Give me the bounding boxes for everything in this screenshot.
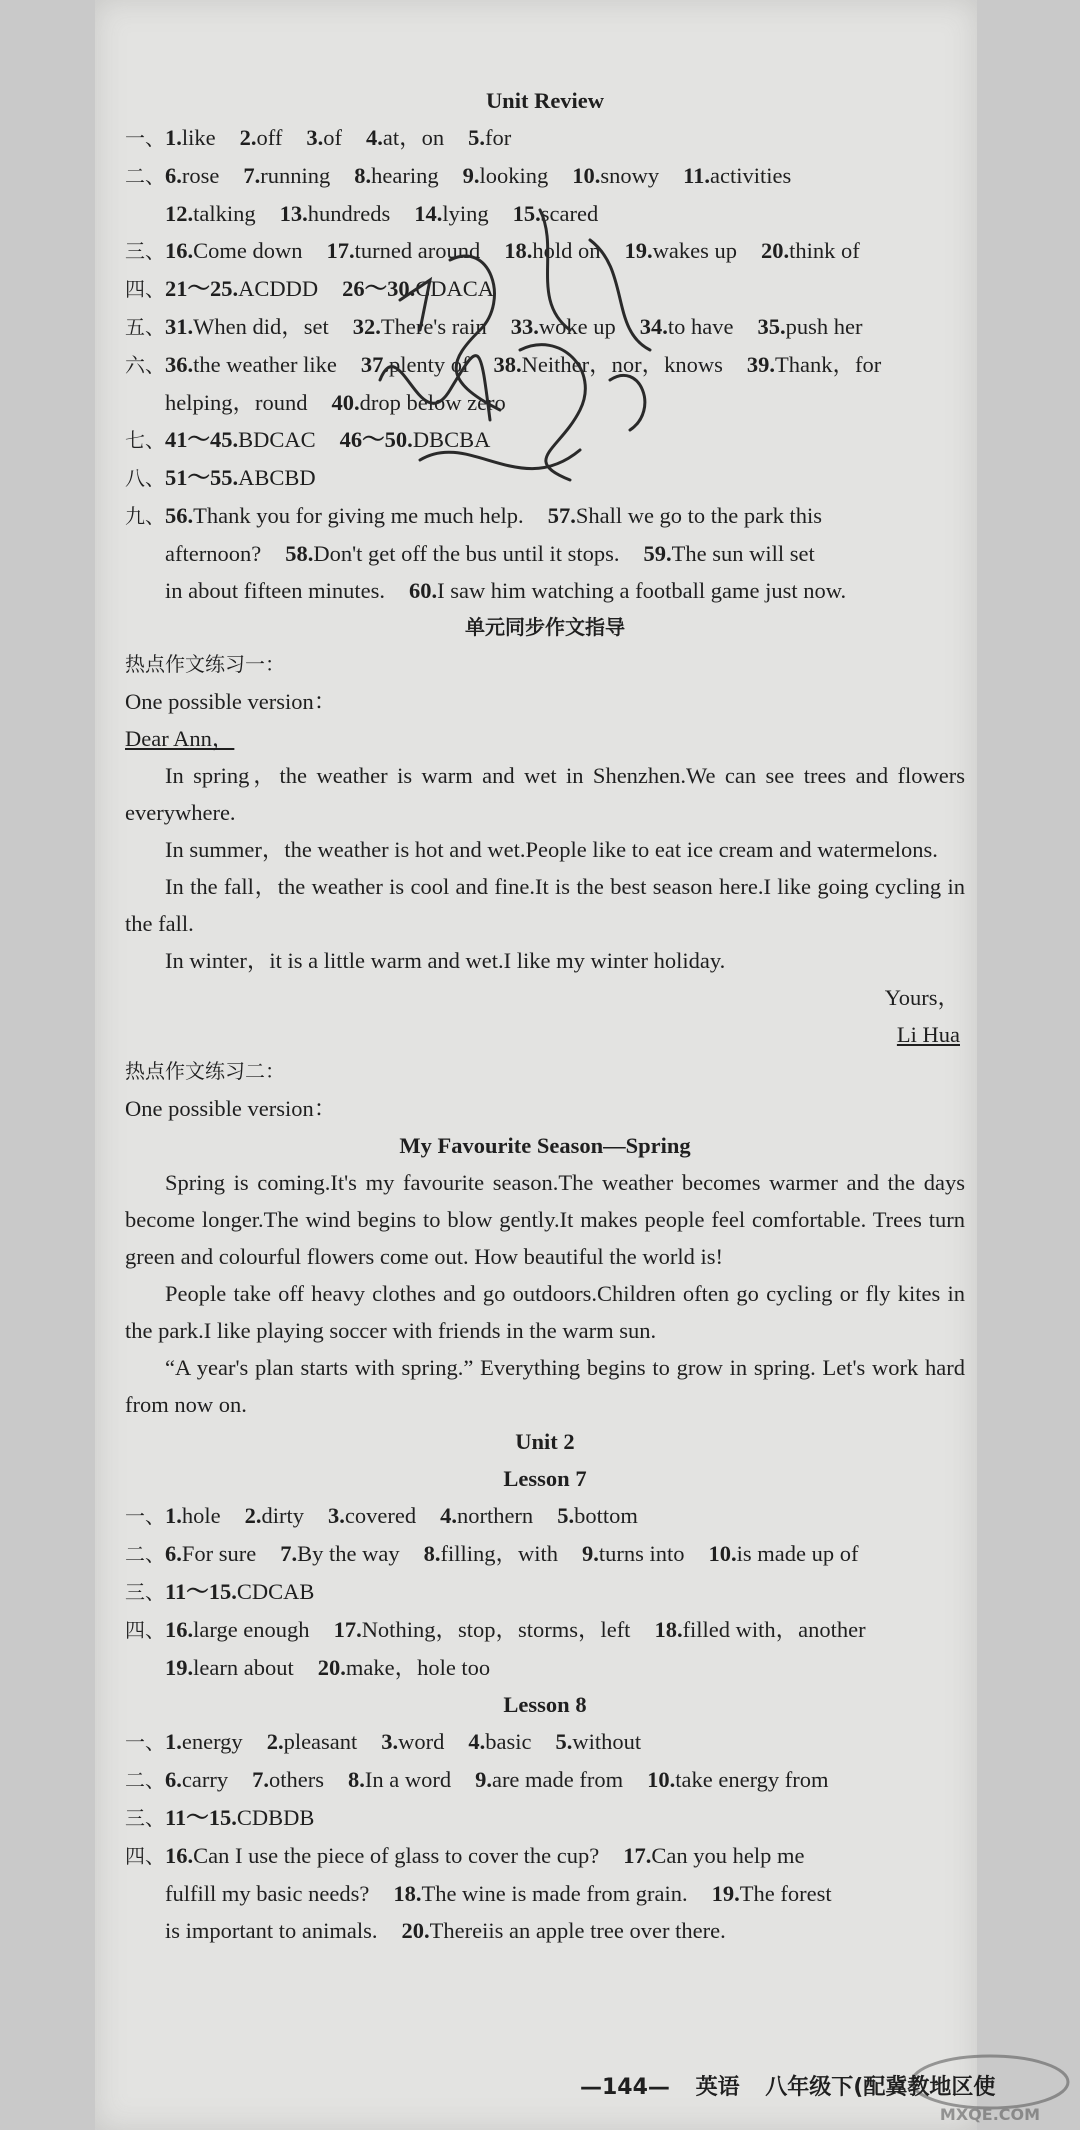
answer-item [401, 1918, 725, 1943]
signature-text: Li Hua [896, 1022, 960, 1047]
answer-text: running [260, 163, 331, 188]
answer-item [511, 314, 616, 339]
answer-item [165, 1541, 256, 1566]
subject-label: 英语 [695, 2075, 740, 2100]
answer-number: 17. [326, 238, 355, 263]
section-numeral: 五、 [125, 315, 165, 339]
answer-line [125, 1611, 965, 1649]
answer-text: plenty of [388, 352, 470, 377]
answer-line [125, 1837, 965, 1875]
section-heading: My Favourite Season—Spring [399, 1133, 691, 1158]
section-numeral: 七、 [125, 428, 165, 452]
answer-text: CDBDB [236, 1805, 315, 1830]
answer-text: turns into [598, 1541, 685, 1566]
answer-text: snowy [600, 163, 660, 188]
answer-text: lying [442, 201, 489, 226]
answer-item [548, 503, 822, 528]
answer-item [165, 1579, 314, 1604]
answer-number: 4. [468, 1729, 486, 1754]
answer-item [582, 1541, 685, 1566]
answer-item [353, 314, 487, 339]
answer-number: 10. [647, 1767, 676, 1792]
answer-item [424, 1541, 558, 1566]
answer-item [683, 163, 791, 188]
answer-item [468, 1729, 531, 1754]
answer-number: 46～50. [339, 427, 413, 452]
answer-number: 36. [165, 352, 194, 377]
answer-text: Thank，for [775, 352, 882, 377]
answer-number: 9. [462, 163, 480, 188]
answer-item [463, 163, 549, 188]
answer-number: 6. [165, 163, 182, 188]
section-numeral: 四、 [125, 1618, 165, 1642]
answer-item [165, 1503, 221, 1528]
answer-item [240, 125, 283, 150]
answer-number: 1. [165, 125, 182, 150]
answer-text: Shall we go to the park this [575, 503, 823, 528]
section-numeral: 八、 [125, 466, 165, 490]
answer-text: basic [485, 1729, 532, 1754]
answer-number: 37. [360, 352, 389, 377]
answer-item [475, 1767, 623, 1792]
answer-text: off [256, 125, 283, 150]
answer-item [165, 541, 261, 566]
section-numeral: 一、 [125, 1730, 165, 1754]
answer-text: Can you help me [651, 1843, 805, 1868]
answer-line [125, 1535, 965, 1573]
answer-number: 32. [352, 314, 381, 339]
section-heading-cn: 单元同步作文指导 [465, 615, 625, 639]
answer-text: filled with，another [682, 1617, 866, 1642]
answer-item [328, 1503, 416, 1528]
answer-item [623, 1843, 804, 1868]
answer-text: to have [667, 314, 734, 339]
answer-item [342, 276, 494, 301]
answer-item [440, 1503, 533, 1528]
answer-text: When did，set [193, 314, 329, 339]
answer-item [280, 201, 391, 226]
answer-text: looking [479, 163, 549, 188]
answer-item [331, 390, 505, 415]
answer-item [318, 1655, 490, 1680]
answer-item [267, 1729, 358, 1754]
answer-item [340, 427, 491, 452]
answer-number: 51～55. [165, 465, 239, 490]
answer-item [165, 390, 307, 415]
answer-text: think of [789, 238, 860, 263]
answer-line [125, 1912, 965, 1949]
answer-item [165, 1655, 294, 1680]
answer-item [572, 163, 659, 188]
answer-number: 7. [252, 1767, 269, 1792]
answer-item [165, 352, 337, 377]
answer-item [245, 1503, 304, 1528]
answer-number: 5. [468, 125, 485, 150]
letter-signature [125, 1016, 965, 1053]
answer-number: 3. [328, 1503, 345, 1528]
exercise-title: 热点作文练习二： [125, 1059, 285, 1083]
answer-item [252, 1767, 324, 1792]
answer-item [761, 238, 860, 263]
answer-text: By the way [297, 1541, 400, 1566]
answer-line [125, 535, 965, 572]
answer-number: 18. [504, 238, 533, 263]
answer-text: drop below zero [359, 390, 506, 415]
answer-number: 2. [266, 1729, 284, 1754]
answer-text: woke up [538, 314, 616, 339]
section-numeral: 九、 [125, 504, 165, 528]
section-numeral: 二、 [125, 1768, 165, 1792]
answer-text: helping，round [165, 390, 308, 415]
answer-number: 7. [280, 1541, 298, 1566]
section-numeral: 一、 [125, 1504, 165, 1528]
answer-line [125, 270, 965, 308]
answer-number: 40. [331, 390, 360, 415]
answer-line [125, 157, 965, 195]
answer-number: 10. [572, 163, 601, 188]
answer-line [125, 1723, 965, 1761]
answer-line [125, 1875, 965, 1912]
page-footer [580, 2070, 1000, 2101]
exercise-title: 热点作文练习一： [125, 652, 285, 676]
answer-line [125, 1497, 965, 1535]
section-heading: Lesson 7 [503, 1466, 587, 1491]
answer-number: 9. [475, 1767, 492, 1792]
answer-item [243, 163, 330, 188]
answer-number: 34. [639, 314, 668, 339]
intro-text: One possible version： [125, 689, 337, 714]
answer-text: bottom [574, 1503, 638, 1528]
answer-number: 19. [624, 238, 653, 263]
answer-number: 21～25. [165, 276, 239, 301]
answer-line [125, 308, 965, 346]
answer-line [125, 1573, 965, 1611]
answer-line [125, 384, 965, 421]
answer-text: hole [181, 1503, 221, 1528]
answer-text: There's rain [380, 314, 487, 339]
answer-text: Come down [193, 238, 303, 263]
answer-text: pleasant [283, 1729, 358, 1754]
answer-item [285, 541, 619, 566]
section-heading: Unit 2 [515, 1429, 575, 1454]
answer-text: hold on [532, 238, 601, 263]
answer-line [125, 232, 965, 270]
section-numeral: 三、 [125, 1580, 165, 1604]
essay-paragraph: In the fall，the weather is cool and fine.It is the best season here.I like going cycling in the fall. [125, 874, 965, 936]
answer-number: 4. [440, 1503, 457, 1528]
answer-item [165, 427, 316, 452]
answer-item [709, 1541, 859, 1566]
answer-text: The forest [739, 1881, 832, 1906]
essay-paragraph: In summer，the weather is hot and wet.People like to eat ice cream and watermelons. [165, 837, 938, 862]
answer-text: at，on [382, 125, 445, 150]
intro-text: One possible version： [125, 1096, 337, 1121]
answer-number: 18. [654, 1617, 683, 1642]
answer-item [414, 201, 488, 226]
answer-text: make，hole too [345, 1655, 491, 1680]
answer-text: ABCBD [238, 465, 316, 490]
answer-item [165, 1617, 310, 1642]
answer-text: The sun will set [671, 541, 815, 566]
section-heading: Unit Review [485, 88, 605, 113]
answer-key-content [125, 82, 965, 1949]
answer-item [643, 541, 814, 566]
answer-item [165, 1805, 314, 1830]
answer-line [125, 572, 965, 609]
answer-item [504, 238, 600, 263]
answer-number: 6. [165, 1541, 182, 1566]
essay-paragraph: “A year's plan starts with spring.” Everything begins to grow in spring. Let's work hard from now on. [125, 1355, 965, 1417]
answer-text: activities [710, 163, 792, 188]
answer-number: 57. [547, 503, 576, 528]
answer-item [640, 314, 734, 339]
answer-number: 39. [746, 352, 776, 377]
answer-item [165, 1729, 243, 1754]
answer-text: word [398, 1729, 445, 1754]
answer-line [125, 497, 965, 535]
answer-number: 11～15. [165, 1579, 237, 1604]
answer-item [393, 1881, 687, 1906]
answer-text: of [323, 125, 342, 150]
answer-line [125, 346, 965, 384]
answer-number: 3. [381, 1729, 399, 1754]
answer-number: 16. [165, 1617, 194, 1642]
answer-line [125, 1649, 965, 1686]
answer-text: BDCAC [238, 427, 316, 452]
answer-text: in about fifteen minutes. [165, 578, 385, 603]
answer-item [165, 1918, 377, 1943]
answer-item [165, 163, 219, 188]
essay-paragraph: Spring is coming.It's my favourite season.The weather becomes warmer and the days become longer.The wind begins to blow gently.It makes people feel comfortable. Trees turn green and colourful flowers come out. How beautiful the world is! [125, 1170, 965, 1269]
answer-text: energy [181, 1729, 243, 1754]
section-numeral: 三、 [125, 1806, 165, 1830]
answer-number: 9. [581, 1541, 599, 1566]
answer-item [165, 125, 216, 150]
answer-item [513, 201, 599, 226]
answer-item [165, 1843, 599, 1868]
answer-line [125, 1799, 965, 1837]
answer-text: For sure [181, 1541, 257, 1566]
answer-text: rose [181, 163, 220, 188]
section-numeral: 二、 [125, 164, 165, 188]
answer-item [556, 1729, 642, 1754]
answer-item [647, 1767, 828, 1792]
answer-text: for [484, 125, 512, 150]
answer-number: 59. [643, 541, 672, 566]
answer-number: 38. [493, 352, 522, 377]
answer-text: Neither，nor，knows [521, 352, 723, 377]
answer-number: 19. [711, 1881, 740, 1906]
answer-number: 10. [708, 1541, 737, 1566]
answer-item [354, 163, 438, 188]
answer-number: 60. [408, 578, 438, 603]
answer-item [624, 238, 736, 263]
essay-paragraph: In winter，it is a little warm and wet.I like my winter holiday. [165, 948, 726, 973]
answer-text: scared [540, 201, 599, 226]
answer-text: afternoon? [165, 541, 262, 566]
answer-item [165, 1767, 228, 1792]
answer-number: 2. [239, 125, 257, 150]
answer-item [757, 314, 862, 339]
answer-number: 8. [347, 1767, 365, 1792]
section-numeral: 二、 [125, 1542, 165, 1566]
answer-text: is important to animals. [165, 1918, 378, 1943]
answer-text: CDACA [415, 276, 495, 301]
answer-text: The wine is made from grain. [421, 1881, 688, 1906]
essay-paragraph: In spring，the weather is warm and wet in Shenzhen.We can see trees and flowers everywhere. [125, 763, 965, 825]
answer-number: 13. [279, 201, 308, 226]
answer-text: I saw him watching a football game just now. [437, 578, 847, 603]
answer-line [125, 421, 965, 459]
answer-number: 11. [683, 163, 711, 188]
section-numeral: 三、 [125, 239, 165, 263]
answer-number: 1. [165, 1729, 182, 1754]
page-number: —144— [580, 2075, 670, 2100]
answer-item [409, 578, 846, 603]
answer-number: 17. [333, 1617, 362, 1642]
answer-text: without [572, 1729, 642, 1754]
answer-text: the weather like [193, 352, 337, 377]
answer-number: 33. [510, 314, 539, 339]
answer-text: hundreds [307, 201, 391, 226]
answer-item [654, 1617, 865, 1642]
answer-number: 14. [414, 201, 443, 226]
answer-number: 3. [306, 125, 324, 150]
answer-number: 5. [557, 1503, 575, 1528]
answer-text: carry [181, 1767, 229, 1792]
answer-number: 15. [512, 201, 541, 226]
answer-item [712, 1881, 832, 1906]
answer-text: dirty [261, 1503, 304, 1528]
answer-text: CDCAB [236, 1579, 315, 1604]
answer-item [165, 465, 316, 490]
grade-label: 八年级下(配冀教地区使 [765, 2075, 996, 2100]
answer-text: take energy from [675, 1767, 829, 1792]
answer-number: 20. [317, 1655, 346, 1680]
answer-number: 8. [423, 1541, 441, 1566]
answer-number: 26～30. [342, 276, 416, 301]
answer-item [361, 352, 470, 377]
answer-item [334, 1617, 631, 1642]
section-numeral: 一、 [125, 126, 165, 150]
answer-text: filling，with [440, 1541, 558, 1566]
section-numeral: 四、 [125, 1844, 165, 1868]
answer-number: 12. [165, 201, 194, 226]
answer-line [125, 195, 965, 232]
answer-item [494, 352, 723, 377]
answer-text: large enough [193, 1617, 310, 1642]
section-numeral: 四、 [125, 277, 165, 301]
answer-text: learn about [193, 1655, 294, 1680]
answer-number: 18. [393, 1881, 422, 1906]
answer-text: hearing [371, 163, 439, 188]
answer-text: covered [344, 1503, 417, 1528]
answer-number: 19. [165, 1655, 194, 1680]
answer-number: 35. [757, 314, 786, 339]
answer-line [125, 1761, 965, 1799]
answer-text: ACDDD [238, 276, 319, 301]
answer-item [468, 125, 511, 150]
answer-text: Nothing，stop，storms，left [361, 1617, 631, 1642]
answer-number: 16. [165, 238, 194, 263]
answer-item [557, 1503, 638, 1528]
answer-line [125, 459, 965, 497]
answer-text: Don't get off the bus until it stops. [313, 541, 620, 566]
answer-item [366, 125, 444, 150]
answer-number: 4. [365, 125, 383, 150]
answer-number: 20. [401, 1918, 430, 1943]
answer-item [381, 1729, 444, 1754]
answer-item [165, 276, 318, 301]
answer-item [165, 238, 303, 263]
answer-item [165, 314, 329, 339]
answer-number: 11～15. [165, 1805, 237, 1830]
answer-text: Thereiis an apple tree over there. [429, 1918, 726, 1943]
answer-item [327, 238, 481, 263]
answer-number: 1. [165, 1503, 182, 1528]
answer-item [165, 503, 524, 528]
answer-number: 2. [244, 1503, 262, 1528]
section-numeral: 六、 [125, 353, 165, 377]
answer-item [280, 1541, 399, 1566]
essay-paragraph: People take off heavy clothes and go outdoors.Children often go cycling or fly kites in the park.I like playing soccer with friends in the warm sun. [125, 1281, 965, 1343]
answer-text: like [181, 125, 216, 150]
answer-text: talking [193, 201, 256, 226]
answer-number: 20. [760, 238, 790, 263]
answer-number: 31. [165, 314, 194, 339]
answer-text: wakes up [652, 238, 737, 263]
answer-number: 16. [165, 1843, 194, 1868]
answer-text: Thank you for giving me much help. [193, 503, 524, 528]
answer-number: 7. [243, 163, 261, 188]
answer-item [306, 125, 342, 150]
section-heading: Lesson 8 [503, 1692, 587, 1717]
answer-number: 41～45. [165, 427, 239, 452]
answer-text: In a word [364, 1767, 452, 1792]
answer-item [165, 201, 256, 226]
answer-number: 17. [623, 1843, 652, 1868]
svg-text:MXQE.COM: MXQE.COM [939, 2105, 1041, 2124]
answer-item [348, 1767, 451, 1792]
answer-item [165, 1881, 369, 1906]
letter-closing: Yours， [884, 985, 960, 1010]
answer-number: 56. [165, 503, 194, 528]
answer-number: 6. [165, 1767, 182, 1792]
answer-text: Can I use the piece of glass to cover the cup? [193, 1843, 600, 1868]
answer-text: push her [785, 314, 863, 339]
letter-salutation: Dear Ann， [125, 726, 235, 751]
answer-number: 58. [285, 541, 314, 566]
answer-text: turned around [354, 238, 481, 263]
answer-text: northern [456, 1503, 534, 1528]
answer-number: 5. [555, 1729, 573, 1754]
answer-item [747, 352, 881, 377]
answer-text: fulfill my basic needs? [165, 1881, 370, 1906]
answer-text: is made up of [736, 1541, 859, 1566]
answer-text: DBCBA [412, 427, 491, 452]
answer-text: others [268, 1767, 324, 1792]
answer-number: 8. [354, 163, 372, 188]
answer-text: are made from [491, 1767, 624, 1792]
answer-item [165, 578, 385, 603]
answer-line [125, 119, 965, 157]
